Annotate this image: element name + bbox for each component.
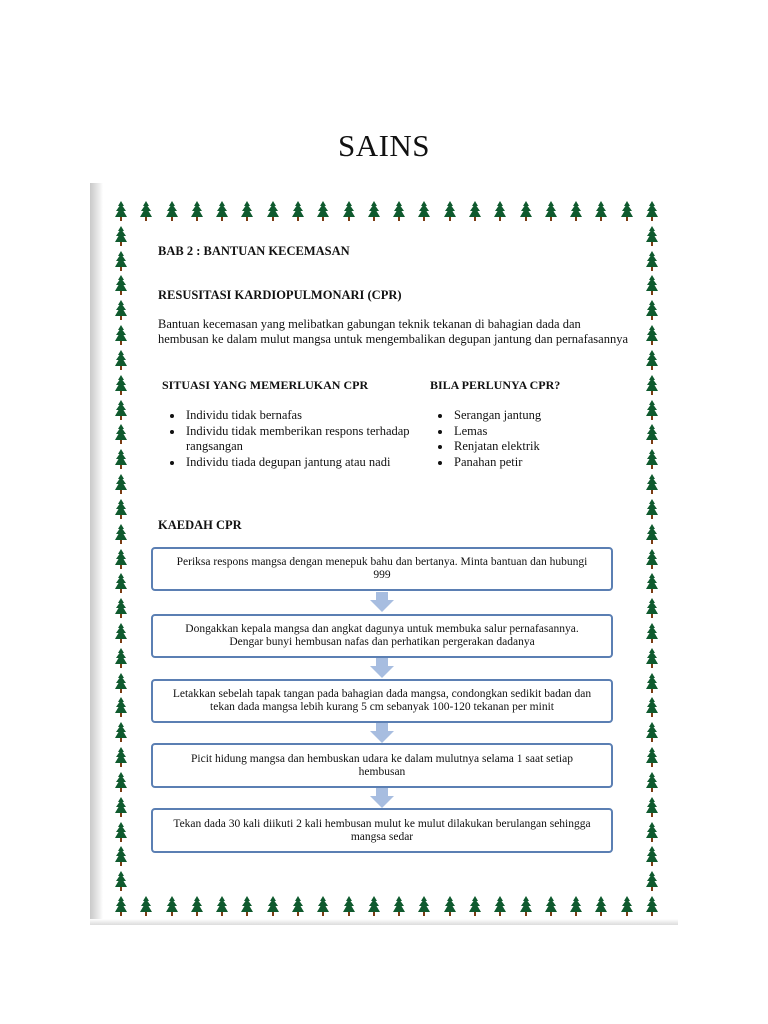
tree-icon [646, 896, 658, 916]
tree-icon [646, 573, 658, 593]
tree-icon [646, 424, 658, 444]
tree-icon [115, 474, 127, 494]
tree-icon [520, 201, 532, 221]
tree-icon [317, 201, 329, 221]
tree-icon [368, 896, 380, 916]
tree-icon [646, 251, 658, 271]
situasi-heading: SITUASI YANG MEMERLUKAN CPR [162, 378, 369, 392]
tree-icon [115, 400, 127, 420]
tree-icon [646, 549, 658, 569]
tree-icon [646, 623, 658, 643]
section-title-cpr: RESUSITASI KARDIOPULMONARI (CPR) [158, 288, 402, 302]
tree-icon [646, 300, 658, 320]
tree-icon [646, 400, 658, 420]
bila-heading: BILA PERLUNYA CPR? [430, 378, 561, 392]
tree-icon [570, 201, 582, 221]
tree-icon [368, 201, 380, 221]
tree-icon [166, 896, 178, 916]
tree-icon [646, 524, 658, 544]
tree-icon [115, 797, 127, 817]
tree-icon [216, 201, 228, 221]
page-title: SAINS [337, 128, 431, 163]
tree-icon [191, 896, 203, 916]
tree-icon [444, 896, 456, 916]
tree-icon [115, 871, 127, 891]
tree-icon [646, 871, 658, 891]
tree-icon [115, 375, 127, 395]
tree-icon [292, 201, 304, 221]
tree-icon [115, 648, 127, 668]
tree-icon [418, 896, 430, 916]
tree-icon [595, 896, 607, 916]
tree-icon [469, 201, 481, 221]
tree-icon [494, 201, 506, 221]
tree-icon [115, 697, 127, 717]
cpr-step-4 [151, 743, 613, 788]
tree-icon [115, 201, 127, 221]
page-bottom-shadow [90, 919, 678, 925]
tree-icon [267, 201, 279, 221]
list-item: • Serangan jantung [452, 408, 632, 424]
tree-icon [646, 722, 658, 742]
tree-icon [646, 474, 658, 494]
tree-icon [418, 201, 430, 221]
tree-icon [646, 697, 658, 717]
tree-icon [646, 275, 658, 295]
tree-icon [115, 623, 127, 643]
tree-icon [115, 350, 127, 370]
tree-icon [343, 896, 355, 916]
tree-icon [646, 449, 658, 469]
down-arrow-icon [369, 658, 395, 678]
tree-icon [191, 201, 203, 221]
tree-icon [646, 499, 658, 519]
step-text: Tekan dada 30 kali diikuti 2 kali hembusan mulut ke mulut dilakukan berulangan sehingga mangsa sedar [173, 817, 591, 843]
tree-icon [393, 896, 405, 916]
tree-icon [115, 822, 127, 842]
cpr-step-5 [151, 808, 613, 853]
cpr-step-2 [151, 614, 613, 658]
tree-icon [646, 648, 658, 668]
tree-icon [115, 300, 127, 320]
list-item: • Lemas [452, 424, 632, 440]
tree-icon [646, 772, 658, 792]
tree-icon [115, 896, 127, 916]
tree-icon [140, 201, 152, 221]
tree-icon [115, 449, 127, 469]
tree-icon [115, 524, 127, 544]
tree-icon [115, 499, 127, 519]
tree-icon [115, 573, 127, 593]
tree-icon [646, 797, 658, 817]
tree-icon [115, 325, 127, 345]
tree-icon [469, 896, 481, 916]
tree-icon [646, 822, 658, 842]
cpr-definition: Bantuan kecemasan yang melibatkan gabungan teknik tekanan di bahagian dada dan hembusan ke dalam mulut mangsa untuk mengembalikan degupan jantung dan pernafasannya [158, 317, 629, 346]
tree-icon [115, 722, 127, 742]
page-shadow [90, 183, 103, 925]
tree-icon [140, 896, 152, 916]
tree-icon [646, 673, 658, 693]
list-item: • Individu tidak bernafas [184, 408, 419, 424]
tree-icon [115, 673, 127, 693]
tree-icon [115, 772, 127, 792]
tree-icon [343, 201, 355, 221]
chapter-title: BAB 2 : BANTUAN KECEMASAN [158, 244, 350, 258]
tree-icon [570, 896, 582, 916]
tree-icon [646, 846, 658, 866]
tree-icon [646, 325, 658, 345]
cpr-step-1 [151, 547, 613, 591]
tree-icon [115, 747, 127, 767]
tree-icon [115, 226, 127, 246]
down-arrow-icon [369, 723, 395, 743]
list-item: • Renjatan elektrik [452, 439, 632, 455]
down-arrow-icon [369, 788, 395, 808]
tree-icon [646, 201, 658, 221]
tree-icon [545, 896, 557, 916]
list-item: • Panahan petir [452, 455, 632, 471]
tree-icon [444, 201, 456, 221]
tree-icon [216, 896, 228, 916]
tree-icon [494, 896, 506, 916]
tree-icon [646, 226, 658, 246]
down-arrow-icon [369, 592, 395, 612]
tree-icon [646, 350, 658, 370]
step-text: Picit hidung mangsa dan hembuskan udara ke dalam mulutnya selama 1 saat setiap hembusan [191, 752, 573, 778]
tree-icon [520, 896, 532, 916]
tree-icon [545, 201, 557, 221]
tree-icon [115, 846, 127, 866]
tree-icon [115, 251, 127, 271]
situasi-list [162, 408, 419, 470]
tree-icon [166, 201, 178, 221]
tree-icon [646, 747, 658, 767]
tree-icon [115, 549, 127, 569]
kaedah-heading: KAEDAH CPR [158, 518, 242, 532]
step-text: Letakkan sebelah tapak tangan pada bahagian dada mangsa, condongkan sedikit badan dan tekan dada mangsa lebih kurang 5 cm sebanyak 100-120 tekanan per minit [172, 688, 592, 713]
tree-icon [115, 598, 127, 618]
tree-icon [393, 201, 405, 221]
bila-list [430, 408, 632, 470]
tree-icon [267, 896, 279, 916]
list-item: • Individu tidak memberikan respons terhadap rangsangan [184, 424, 419, 455]
tree-icon [115, 275, 127, 295]
step-text: Dongakkan kepala mangsa dan angkat dagunya untuk membuka salur pernafasannya. Dengar bunyi hembusan nafas dan perhatikan pergerakan dadanya [185, 623, 579, 648]
tree-icon [646, 375, 658, 395]
tree-icon [646, 598, 658, 618]
tree-icon [621, 896, 633, 916]
tree-icon [595, 201, 607, 221]
tree-icon [241, 201, 253, 221]
tree-icon [317, 896, 329, 916]
tree-icon [292, 896, 304, 916]
list-item: • Individu tiada degupan jantung atau nadi [184, 455, 419, 471]
tree-icon [115, 424, 127, 444]
cpr-step-3 [151, 679, 613, 723]
tree-icon [621, 201, 633, 221]
step-text: Periksa respons mangsa dengan menepuk bahu dan bertanya. Minta bantuan dan hubungi 999 [176, 556, 588, 581]
tree-icon [241, 896, 253, 916]
